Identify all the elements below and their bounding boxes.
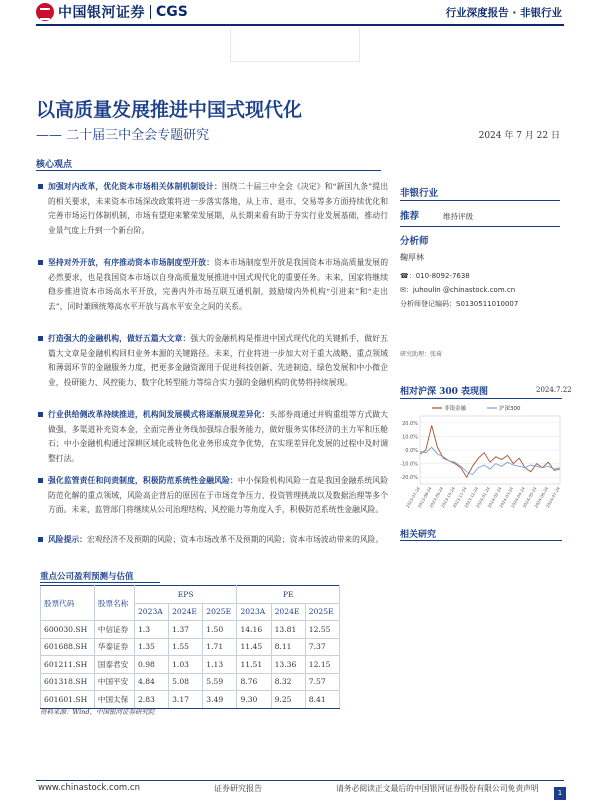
report-title: 以高质量发展推进中国式现代化 bbox=[36, 99, 303, 121]
table-row bbox=[41, 621, 340, 639]
cell-value: 12.15 bbox=[305, 656, 339, 674]
cell-value: 5.59 bbox=[203, 673, 237, 691]
bullet-heading: 打造强大的金融机构，做好五篇大文章： bbox=[48, 334, 191, 343]
chart-x-tick-label: 2024-01-24 bbox=[474, 486, 491, 509]
logo-separator bbox=[150, 5, 151, 19]
cell-value: 3.49 bbox=[203, 691, 237, 709]
cell-value: 13.81 bbox=[271, 621, 305, 639]
chart-x-tick-label: 2024-03-24 bbox=[498, 486, 515, 509]
header-year: 2025E bbox=[203, 603, 237, 621]
cell-value: 8.41 bbox=[305, 691, 339, 709]
cell-stock-name: 华泰证券 bbox=[94, 638, 134, 656]
chart-series-line bbox=[420, 447, 560, 474]
cell-stock-code: 600030.SH bbox=[41, 621, 95, 639]
cell-value: 0.98 bbox=[134, 656, 168, 674]
bullet-item bbox=[48, 408, 388, 466]
bullet-item bbox=[48, 332, 388, 390]
cell-value: 1.71 bbox=[203, 638, 237, 656]
header-pe: PE bbox=[237, 586, 340, 604]
cell-value: 8.32 bbox=[271, 673, 305, 691]
cell-value: 1.13 bbox=[203, 656, 237, 674]
chart-date: 2024.7.22 bbox=[536, 386, 572, 394]
performance-chart bbox=[398, 402, 564, 512]
bullet-item bbox=[48, 256, 388, 314]
cell-value: 14.16 bbox=[237, 621, 271, 639]
chart-legend-label: 非银金融 bbox=[444, 406, 467, 412]
header-year: 2023A bbox=[237, 603, 271, 621]
cell-value: 1.03 bbox=[169, 656, 203, 674]
table-title: 重点公司盈利预测与估值 bbox=[40, 572, 134, 582]
chart-y-tick-label: -20.0% bbox=[400, 475, 418, 482]
cell-value: 7.37 bbox=[305, 638, 339, 656]
bullet-square-icon bbox=[38, 336, 43, 341]
chart-x-tick-label: 2024-02-24 bbox=[486, 486, 503, 509]
bullet-heading: 风险提示： bbox=[48, 535, 87, 544]
research-assistant: 研究助理：张琦 bbox=[400, 351, 443, 358]
bullet-square-icon bbox=[38, 412, 43, 417]
table-row bbox=[41, 673, 340, 691]
cell-value: 7.57 bbox=[305, 673, 339, 691]
analyst-email[interactable]: ✉：juhoulin @chinastock.com.cn bbox=[400, 286, 516, 294]
chart-x-tick-label: 2024-05-24 bbox=[521, 486, 538, 509]
page-number: 1 bbox=[554, 787, 566, 800]
logo-mark-icon bbox=[36, 3, 54, 21]
cell-value: 11.45 bbox=[237, 638, 271, 656]
side-divider bbox=[400, 226, 560, 227]
bullet-item bbox=[48, 180, 388, 238]
chart-x-tick-label: 2024-06-24 bbox=[533, 486, 550, 509]
chart-y-tick-label: 20.0% bbox=[402, 420, 418, 427]
cell-value: 1.3 bbox=[134, 621, 168, 639]
cell-value: 12.55 bbox=[305, 621, 339, 639]
logo-text-en: CGS bbox=[156, 4, 188, 20]
footer-disclaimer: 请务必阅读正文最后的中国银河证券股份有限公司免责声明 bbox=[336, 784, 539, 793]
cell-stock-name: 中信证券 bbox=[94, 621, 134, 639]
footer-doc-type: 证券研究报告 bbox=[214, 784, 262, 793]
header-stock-name: 股票名称 bbox=[94, 586, 134, 621]
bullet-body: 围绕二十届三中全会《决定》和“新国九条”提出的相关要求，未来资本市场深改政策将进一步落实落地，从上市、退市、交易等多方面持续优化和完善市场运行体制机制，市场有望迎来繁荣发展期，从长期来看有助于夯实行业发展基础，推动行业景气度上升到一个新台阶。 bbox=[48, 182, 388, 235]
bullet-body: 资本市场制度型开放是我国资本市场高质量发展的必然要求，也是我国资本市场以自身高质量发展推进中国式现代化的重要任务。未来，国家将继续稳步推进资本市场高水平开放，完善内外市场互联互通机制，鼓励境内外机构“引进来”和“走出去”，同时兼顾统筹高水平开放与高水平安全之间的关系。 bbox=[48, 258, 389, 311]
side-industry-label: 非银行业 bbox=[400, 188, 439, 199]
rating-value: 维持评级 bbox=[443, 212, 473, 221]
bullet-square-icon bbox=[38, 260, 43, 265]
cell-value: 8.76 bbox=[237, 673, 271, 691]
cell-value: 1.55 bbox=[169, 638, 203, 656]
chart-x-tick-label: 2024-07-24 bbox=[544, 486, 561, 509]
header-year: 2024E bbox=[169, 603, 203, 621]
cell-stock-name: 中国平安 bbox=[94, 673, 134, 691]
header-stock-code: 股票代码 bbox=[41, 586, 95, 621]
header-eps: EPS bbox=[134, 586, 237, 604]
bullet-body: 强大的金融机构是推进中国式现代化的关键抓手，做好五篇大文章是金融机构回归业务本源的关键路径。未来，行业将进一步加大对于重大战略、重点领域和薄弱环节的金融服务力度，把更多金融资源用于促进科技创新、先进制造、绿色发展和中小微企业，投研能力、风控能力、数字化转型能力等综合实力强的金融机构的优势将持续展现。 bbox=[48, 334, 388, 387]
report-subtitle: —— 二十届三中全会专题研究 bbox=[36, 128, 210, 143]
analyst-registration: 分析师登记编码：S0130511010007 bbox=[400, 300, 519, 308]
cell-value: 11.51 bbox=[237, 656, 271, 674]
cell-stock-name: 国泰君安 bbox=[94, 656, 134, 674]
table-title-divider bbox=[40, 582, 160, 583]
chart-x-tick-label: 2024-04-24 bbox=[509, 486, 526, 509]
chart-x-tick-label: 2023-07-24 bbox=[404, 486, 421, 509]
chart-divider bbox=[400, 398, 562, 399]
bullet-square-icon bbox=[38, 478, 43, 483]
bullet-body: 头部券商通过并购重组等方式做大做强，多渠道补充资本金，全面完善业务线加强综合服务能力，做好服务实体经济的主力军和压舱石；中小金融机构通过深耕区域化或特色化业务形成竞争优势，在实现差异化发展的过程中及时调整打法。 bbox=[48, 410, 388, 463]
bullet-body: 中小保险机构风险一直是我国金融系统风险防范化解的重点领域，风险高企背后的原因在于市场竞争压力、投资管理挑战以及数据治理等多个方面。未来，监管部门将继续从公司治理结构、风控能力等角度入手，积极防范系统性金融风险。 bbox=[48, 476, 388, 515]
watermark-graphic bbox=[230, 28, 360, 62]
bullet-heading: 行业供给侧改革持续推进，机构间发展模式将逐渐展现差异化： bbox=[48, 410, 270, 419]
cell-stock-code: 601211.SH bbox=[41, 656, 95, 674]
cell-stock-code: 601601.SH bbox=[41, 691, 95, 709]
cell-value: 9.25 bbox=[271, 691, 305, 709]
chart-title: 相对沪深 300 表现图 bbox=[400, 387, 489, 397]
cell-value: 9.30 bbox=[237, 691, 271, 709]
chart-x-tick-label: 2023-08-24 bbox=[416, 486, 433, 509]
cell-value: 2.83 bbox=[134, 691, 168, 709]
analyst-heading: 分析师 bbox=[400, 236, 429, 247]
bullet-heading: 强化监管责任和问责制度，积极防范系统性金融风险： bbox=[48, 476, 238, 485]
header-year: 2024E bbox=[271, 603, 305, 621]
bullet-square-icon bbox=[38, 184, 43, 189]
chart-legend-label: 沪深300 bbox=[499, 406, 521, 412]
cell-value: 8.11 bbox=[271, 638, 305, 656]
report-date: 2024 年 7 月 22 日 bbox=[478, 131, 560, 141]
bullet-item bbox=[48, 533, 388, 548]
core-views-divider bbox=[36, 170, 381, 171]
cell-value: 5.08 bbox=[169, 673, 203, 691]
cell-stock-code: 601688.SH bbox=[41, 638, 95, 656]
cell-value: 4.84 bbox=[134, 673, 168, 691]
bullet-heading: 坚持对外开放，有序推动资本市场制度型开放： bbox=[48, 258, 215, 267]
earnings-forecast-table bbox=[40, 585, 340, 709]
chart-x-tick-label: 2023-09-24 bbox=[428, 486, 445, 509]
rating-label: 推荐 bbox=[400, 211, 420, 222]
core-views-heading: 核心观点 bbox=[36, 160, 73, 170]
table-row bbox=[41, 638, 340, 656]
bullet-body: 宏观经济不及预期的风险；资本市场改革不及预期的风险；资本市场波动带来的风险。 bbox=[86, 535, 384, 544]
cell-stock-name: 中国太保 bbox=[94, 691, 134, 709]
company-logo bbox=[36, 2, 188, 22]
related-research-heading: 相关研究 bbox=[400, 530, 437, 540]
header-year: 2025E bbox=[305, 603, 339, 621]
data-source: 资料来源：Wind、中国银河证券研究院 bbox=[40, 708, 155, 716]
bullet-heading: 加强对内改革，优化资本市场相关体制机制设计： bbox=[48, 182, 222, 191]
table-row bbox=[41, 691, 340, 709]
chart-y-tick-label: -10.0% bbox=[400, 461, 418, 468]
cell-value: 1.50 bbox=[203, 621, 237, 639]
analyst-name: 鞠厚林 bbox=[400, 253, 424, 262]
chart-y-tick-label: 0.0% bbox=[405, 448, 418, 454]
logo-text-cn: 中国银河证券 bbox=[58, 5, 145, 21]
cell-value: 13.36 bbox=[271, 656, 305, 674]
bullet-item bbox=[48, 474, 388, 518]
footer-divider bbox=[36, 780, 564, 781]
cell-value: 1.37 bbox=[169, 621, 203, 639]
chart-y-tick-label: 10.0% bbox=[402, 434, 418, 441]
cell-stock-code: 601318.SH bbox=[41, 673, 95, 691]
analyst-phone: ☎：010-8092-7638 bbox=[400, 272, 470, 280]
report-type-label: 行业深度报告 · 非银行业 bbox=[445, 7, 562, 19]
chart-x-tick-label: 2023-11-24 bbox=[451, 486, 468, 509]
chart-x-tick-label: 2023-12-24 bbox=[463, 486, 480, 509]
chart-x-tick-label: 2023-10-24 bbox=[439, 486, 456, 509]
footer-website-link[interactable]: www.chinastock.com.cn bbox=[38, 783, 140, 793]
bullet-square-icon bbox=[38, 537, 43, 542]
side-divider bbox=[400, 200, 560, 201]
cell-value: 1.35 bbox=[134, 638, 168, 656]
related-research-divider bbox=[400, 540, 562, 541]
header-divider bbox=[36, 24, 564, 26]
table-row bbox=[41, 656, 340, 674]
cell-value: 3.17 bbox=[169, 691, 203, 709]
header-year: 2023A bbox=[134, 603, 168, 621]
